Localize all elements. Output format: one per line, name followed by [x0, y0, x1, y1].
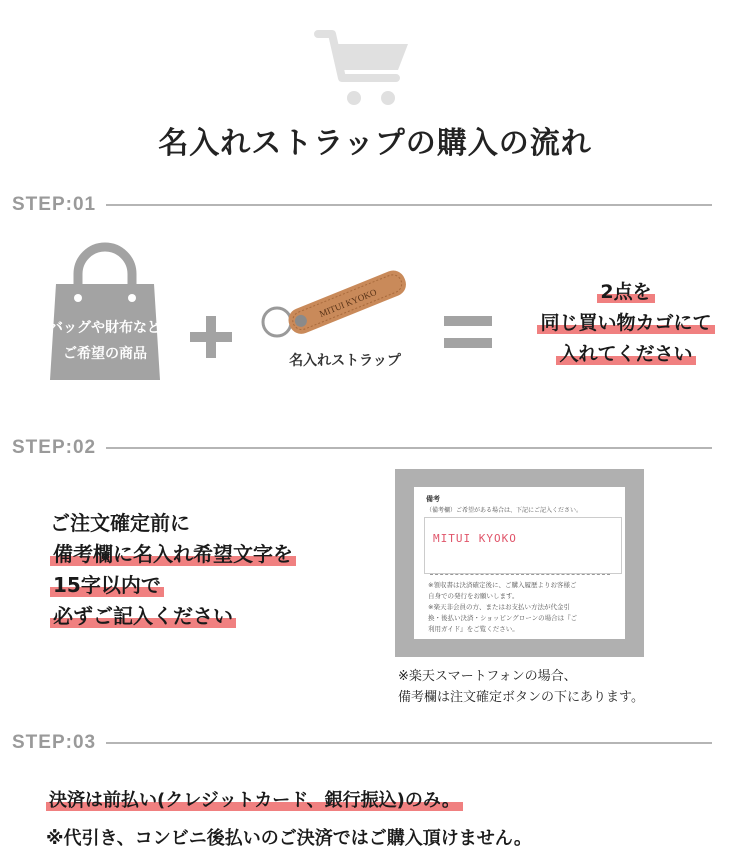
remarks-notes — [428, 580, 618, 635]
plus-icon — [190, 316, 232, 358]
step-01-header — [12, 193, 712, 217]
strap-engraving: MITUI KYOKO — [317, 286, 378, 319]
strap-label: 名入れストラップ — [289, 353, 401, 369]
payment-line: ※代引き、コンビニ後払いのご決済ではご購入頂けません。 — [46, 828, 532, 849]
remarks-heading: 備考 — [426, 495, 440, 503]
payment-line-highlight: 決済は前払い(クレジットカード、銀行振込)のみ。 — [46, 790, 463, 811]
step-03-header — [12, 731, 712, 755]
bag-text-line: バッグや財布など — [49, 320, 161, 336]
payment-notice — [46, 782, 532, 858]
step-02-label: STEP:02 — [12, 437, 97, 458]
instruction-line-highlight: 必ずご記入ください — [50, 604, 236, 628]
remarks-note: ※領収書は決済確定後に、ご購入履歴よりお客様ご — [428, 581, 577, 589]
result-line: 同じ買い物カゴにて — [537, 312, 714, 334]
caption-line: ※楽天スマートフォンの場合、 — [398, 669, 577, 684]
remarks-note: 換・後払い決済・ショッピングローンの場合は『ご — [428, 614, 578, 622]
result-text — [516, 277, 736, 370]
instruction-line-highlight: 15字以内で — [50, 573, 164, 597]
name-strap-image — [255, 262, 415, 344]
remarks-separator — [430, 574, 610, 575]
remarks-subtext: （備考欄）ご希望がある場合は、下記にご記入ください。 — [426, 507, 583, 514]
bag-text-line: ご希望の商品 — [63, 346, 147, 362]
step-divider — [106, 204, 712, 206]
caption-line: 備考欄は注文確定ボタンの下にあります。 — [398, 690, 644, 705]
result-line: 入れてください — [556, 343, 695, 365]
remarks-note: 自身での発行をお願いします。 — [428, 592, 519, 600]
bag-text — [40, 315, 170, 367]
remarks-textarea — [424, 517, 622, 574]
step2-instructions — [50, 508, 296, 632]
instruction-line: ご注文確定前に — [50, 511, 190, 535]
step-03-label: STEP:03 — [12, 732, 97, 753]
page-title: 名入れストラップの購入の流れ — [158, 126, 592, 161]
remarks-note: ※楽天非会員の方、またはお支払い方法が代金引 — [428, 603, 570, 611]
equals-icon — [444, 314, 492, 350]
result-line: 2点を — [597, 281, 654, 303]
instruction-line-highlight: 備考欄に名入れ希望文字を — [50, 542, 296, 566]
remarks-screenshot — [414, 487, 625, 639]
smartphone-caption — [398, 666, 644, 708]
step-divider — [106, 447, 712, 449]
step-02-header — [12, 436, 712, 460]
remarks-entry: MITUI KYOKO — [433, 532, 517, 545]
step-divider — [106, 742, 712, 744]
remarks-note: 利用ガイド』をご覧ください。 — [428, 625, 519, 633]
shopping-cart-icon — [312, 26, 412, 112]
step-01-label: STEP:01 — [12, 194, 97, 215]
